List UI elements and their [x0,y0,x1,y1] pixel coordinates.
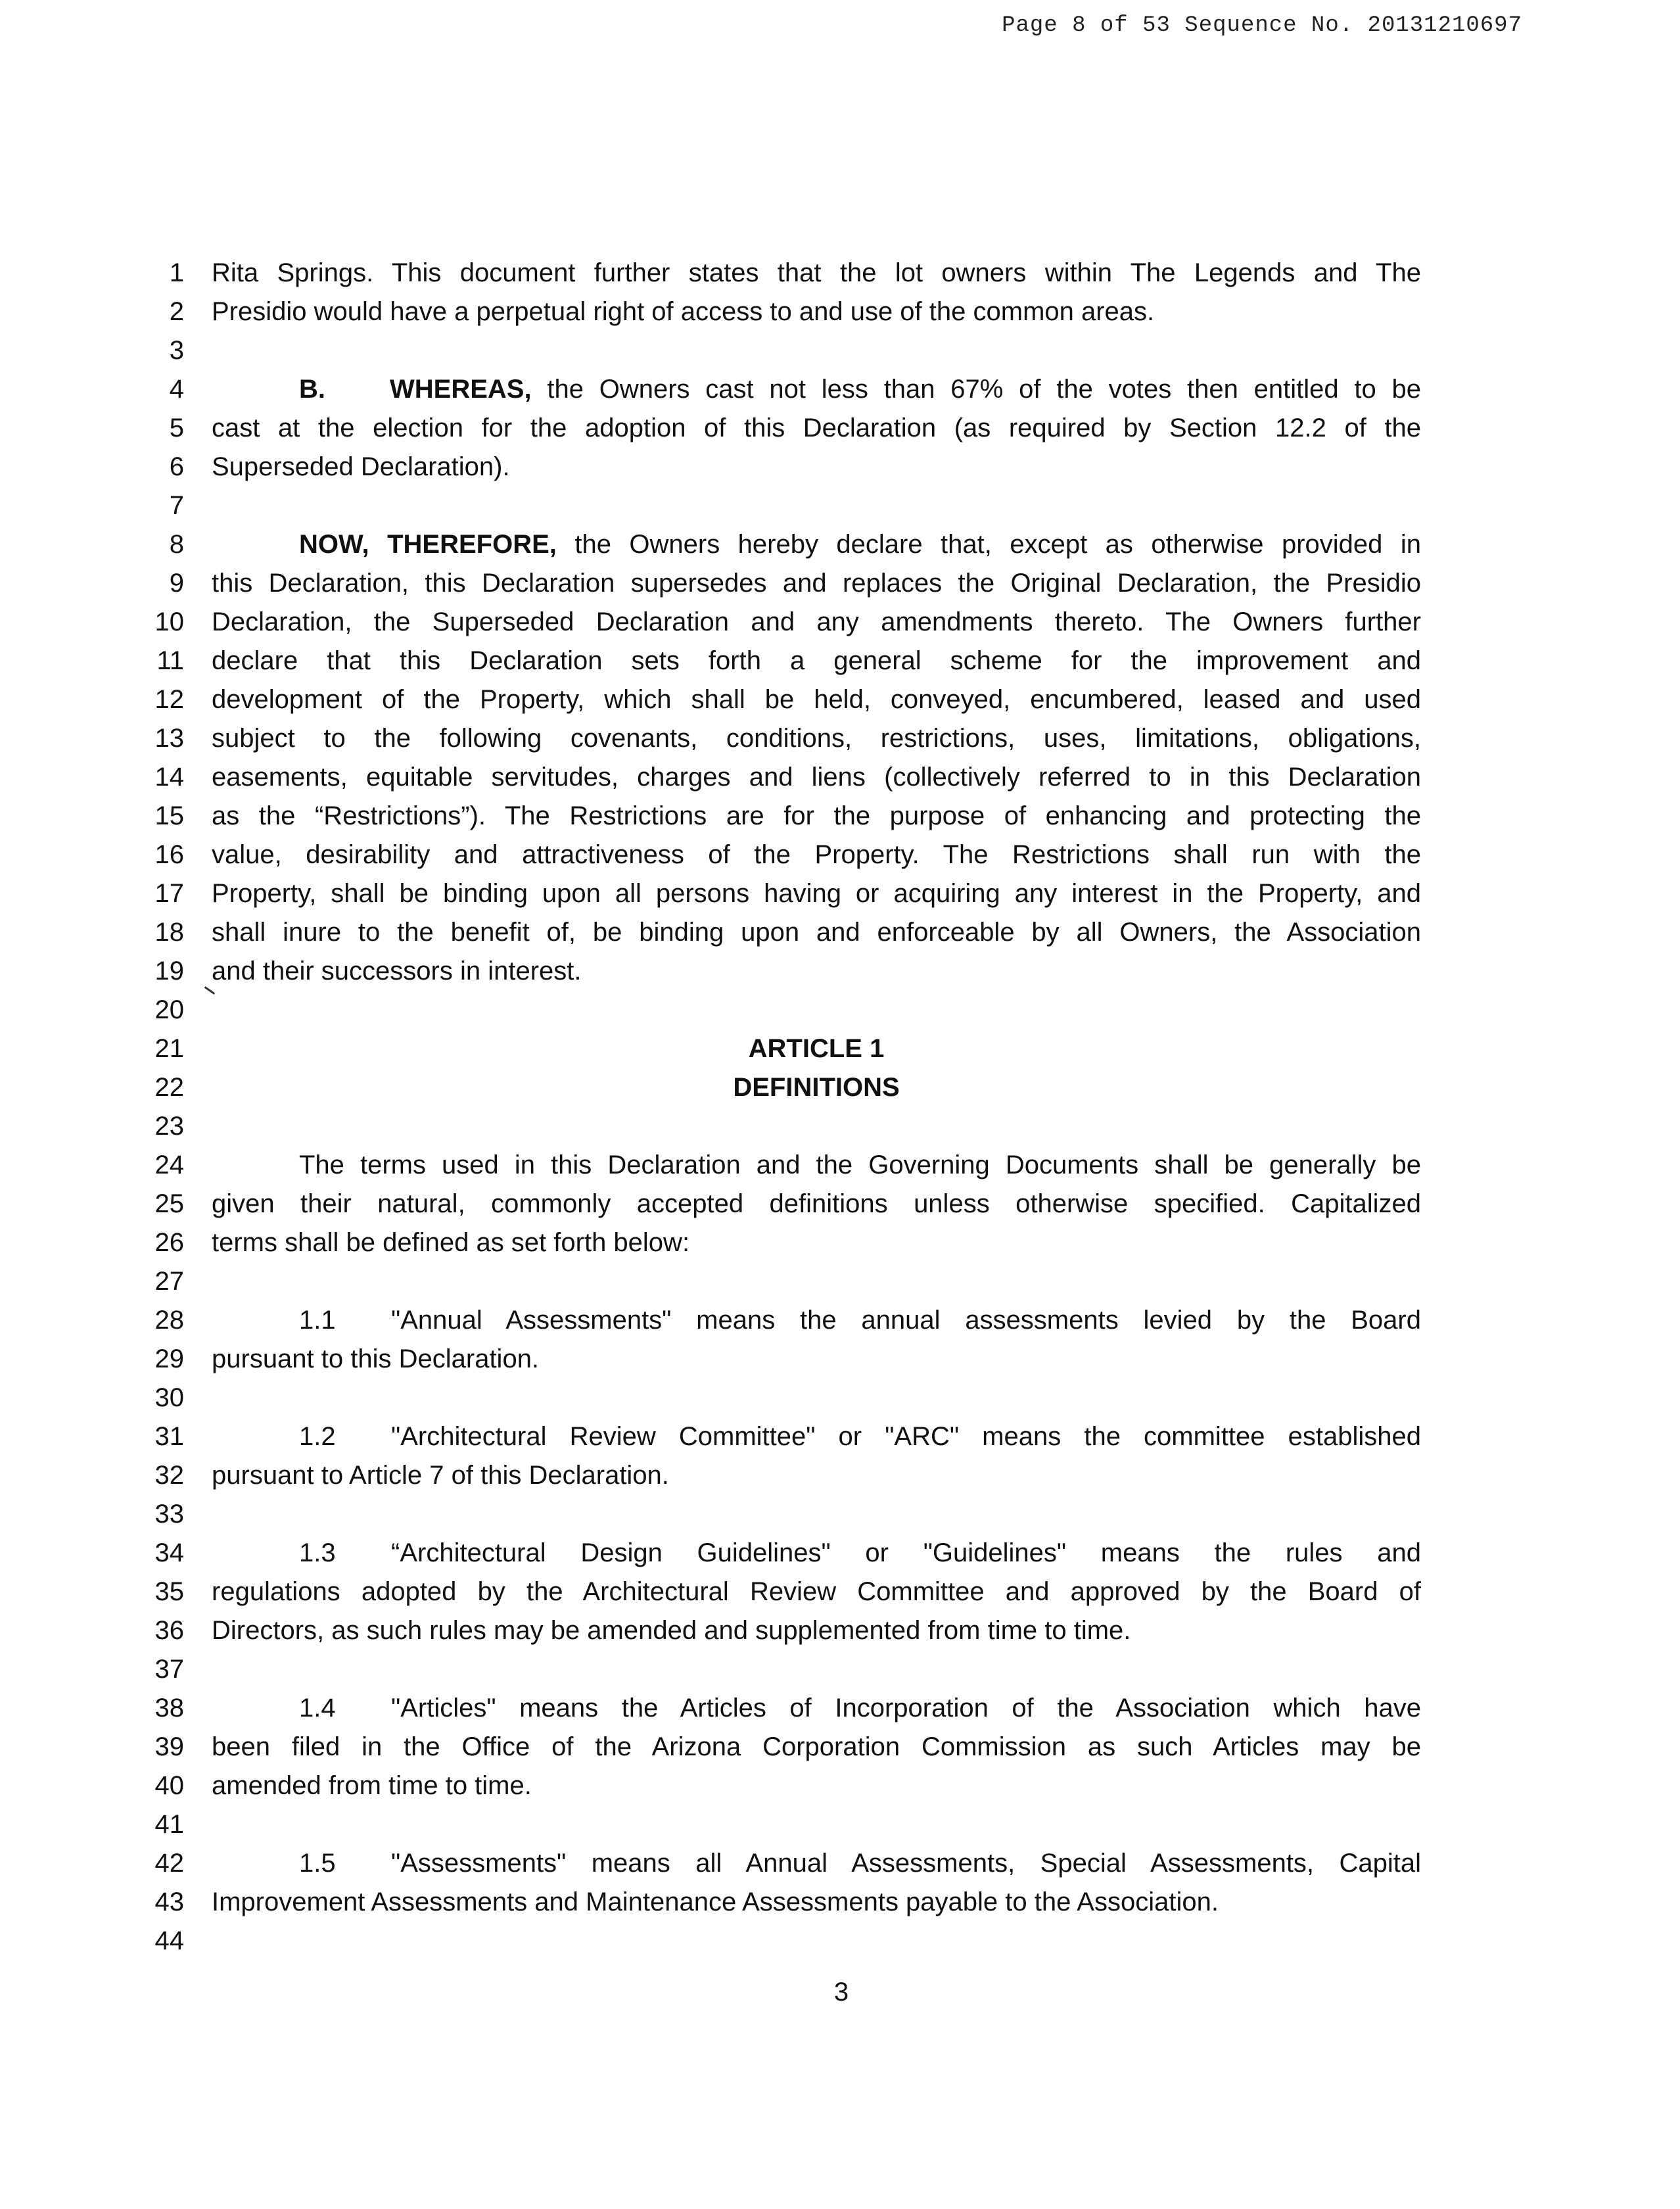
text-line: Rita Springs. This document further states that the lot owners within The Legends and The [212,258,1421,287]
text-line: value, desirability and attractiveness of the Property. The Restrictions shall run with the [212,840,1421,869]
definition-1-2 [299,1417,1421,1456]
line-number: 34 [154,1538,184,1567]
line-number: 42 [154,1849,184,1878]
text-line: development of the Property, which shall be held, conveyed, encumbered, leased and used [212,685,1421,714]
page-header: Page 8 of 53 Sequence No. 20131210697 [1002,13,1522,38]
text-fragment: the Owners cast not less than 67% of the votes then entitled to be [531,375,1421,404]
line-number: 16 [154,840,184,869]
text-line: terms shall be defined as set forth below: [212,1228,690,1257]
article-title: DEFINITIONS [733,1073,900,1102]
text-line: this Declaration, this Declaration supersedes and replaces the Original Declaration, the Presidio [212,569,1421,598]
now-therefore-keyword: NOW, THEREFORE, [299,530,557,559]
line-number: 38 [154,1694,184,1722]
text-line: Presidio would have a perpetual right of access to and use of the common areas. [212,297,1155,326]
line-number: 15 [154,801,184,830]
line-number: 3 [169,336,184,365]
text-line: Improvement Assessments and Maintenance Assessments payable to the Association. [212,1888,1219,1916]
line-number: 14 [154,763,184,792]
line-number: 33 [154,1500,184,1529]
line-number: 35 [154,1577,184,1606]
section-number: 1.5 [299,1849,336,1878]
recital-keyword: WHEREAS, [390,375,532,404]
line-number: 40 [154,1771,184,1800]
text-fragment: "Annual Assessments" means the annual assessments levied by the Board [391,1306,1421,1335]
line-number: 24 [154,1151,184,1179]
text-fragment: "Articles" means the Articles of Incorporation of the Association which have [391,1694,1421,1722]
line-number: 12 [154,685,184,714]
line-number: 21 [154,1034,184,1063]
page-number: 3 [833,1978,849,2007]
line-number: 2 [169,297,184,326]
line-number: 29 [154,1344,184,1373]
now-therefore-line [299,525,1421,564]
line-number: 8 [169,530,184,559]
line-number: 23 [154,1112,184,1141]
article-heading: ARTICLE 1 [748,1034,885,1063]
text-line: subject to the following covenants, conditions, restrictions, uses, limitations, obligations, [212,724,1421,753]
recital-b [299,369,1421,409]
line-number: 18 [154,918,184,947]
definition-1-5 [299,1843,1421,1883]
line-number: 5 [169,414,184,442]
line-number: 17 [154,879,184,908]
section-number: 1.1 [299,1306,336,1335]
line-number: 10 [154,607,184,636]
line-number: 11 [156,646,184,675]
recital-label: B. [299,375,325,404]
text-line: as the “Restrictions”). The Restrictions are for the purpose of enhancing and protecting the [212,801,1421,830]
line-number: 1 [169,258,184,287]
line-number: 27 [154,1267,184,1296]
line-number: 43 [154,1888,184,1916]
line-number: 28 [154,1306,184,1335]
line-number: 36 [154,1616,184,1645]
text-line: Directors, as such rules may be amended and supplemented from time to time. [212,1616,1131,1645]
text-fragment: the Owners hereby declare that, except as otherwise provided in [556,530,1421,559]
section-number: 1.2 [299,1422,336,1451]
line-number: 22 [154,1073,184,1102]
line-number: 37 [154,1655,184,1684]
line-number: 44 [154,1926,184,1955]
line-number: 30 [154,1383,184,1412]
definition-1-4 [299,1688,1421,1728]
line-number: 20 [154,995,184,1024]
line-number: 41 [154,1810,184,1839]
text-line: been filed in the Office of the Arizona Corporation Commission as such Articles may be [212,1732,1421,1761]
section-number: 1.3 [299,1538,336,1567]
text-line: cast at the election for the adoption of this Declaration (as required by Section 12.2 of the [212,414,1421,442]
text-fragment: "Architectural Review Committee" or "ARC" means the committee established [391,1422,1421,1451]
text-line: pursuant to Article 7 of this Declaration. [212,1461,669,1490]
text-line: pursuant to this Declaration. [212,1344,540,1373]
text-line: easements, equitable servitudes, charges and liens (collectively referred to in this Declaration [212,763,1421,792]
text-fragment: “Architectural Design Guidelines" or "Guidelines" means the rules and [391,1538,1421,1567]
text-line: declare that this Declaration sets forth a general scheme for the improvement and [212,646,1421,675]
line-number: 7 [169,491,184,520]
line-number: 32 [154,1461,184,1490]
line-number: 13 [154,724,184,753]
text-line: Superseded Declaration). [212,452,510,481]
line-number: 6 [169,452,184,481]
line-number: 9 [169,569,184,598]
line-number: 19 [154,957,184,986]
text-line: Declaration, the Superseded Declaration and any amendments thereto. The Owners further [212,607,1421,636]
line-number: 4 [169,375,184,404]
section-number: 1.4 [299,1694,336,1722]
text-fragment: "Assessments" means all Annual Assessments, Special Assessments, Capital [391,1849,1421,1878]
text-line: shall inure to the benefit of, be binding upon and enforceable by all Owners, the Association [212,918,1421,947]
text-line: amended from time to time. [212,1771,532,1800]
line-number: 39 [154,1732,184,1761]
line-number: 25 [154,1189,184,1218]
text-line: and their successors in interest. [212,957,582,986]
line-number: 31 [154,1422,184,1451]
line-number: 26 [154,1228,184,1257]
definition-1-3 [299,1533,1421,1573]
definition-1-1 [299,1300,1421,1340]
text-line: regulations adopted by the Architectural Review Committee and approved by the Board of [212,1577,1421,1606]
text-line: The terms used in this Declaration and the Governing Documents shall be generally be [299,1151,1421,1179]
text-line: Property, shall be binding upon all persons having or acquiring any interest in the Property, and [212,879,1421,908]
text-line: given their natural, commonly accepted definitions unless otherwise specified. Capitalized [212,1189,1421,1218]
